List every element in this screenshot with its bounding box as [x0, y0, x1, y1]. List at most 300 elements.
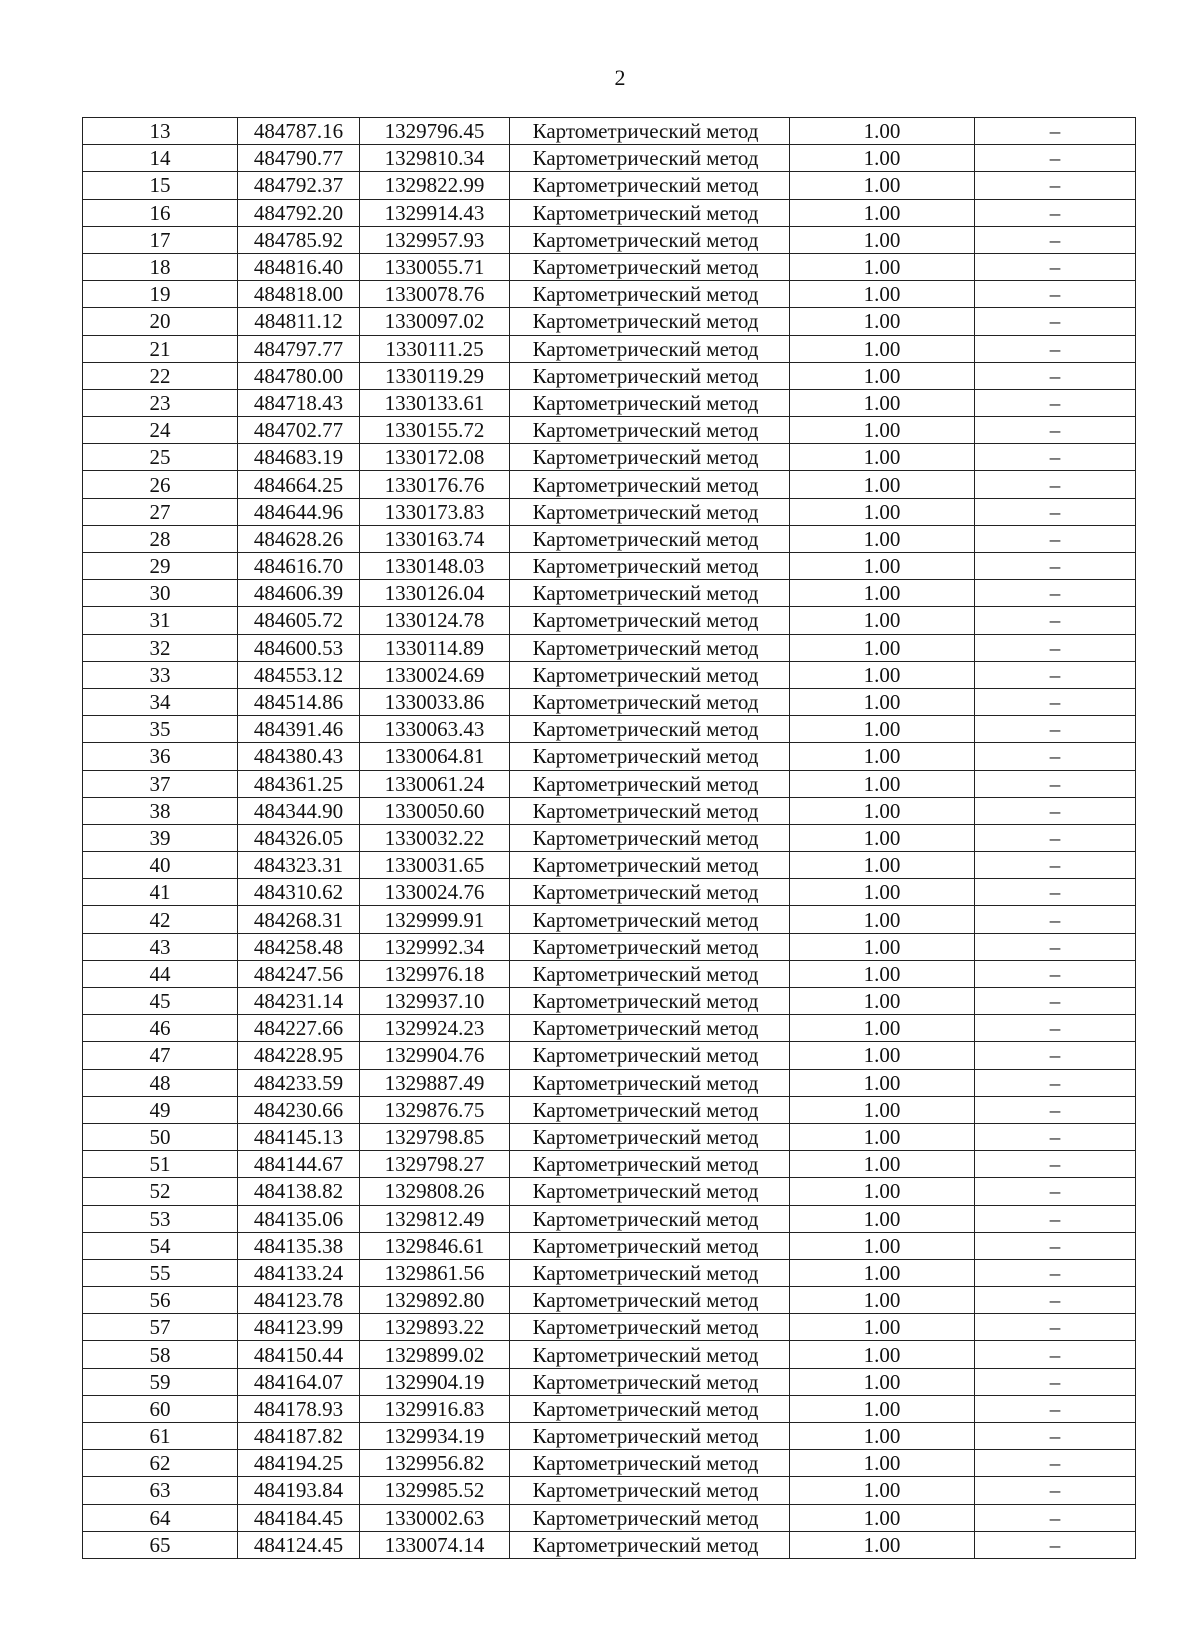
- method-cell: Картометрический метод: [510, 308, 790, 335]
- x-coordinate-cell: 484184.45: [238, 1504, 360, 1531]
- note-cell: –: [975, 1368, 1136, 1395]
- point-number-cell: 62: [83, 1450, 238, 1477]
- note-cell: –: [975, 308, 1136, 335]
- accuracy-cell: 1.00: [790, 226, 975, 253]
- note-cell: –: [975, 743, 1136, 770]
- table-row: [83, 988, 1136, 1015]
- x-coordinate-cell: 484718.43: [238, 389, 360, 416]
- y-coordinate-cell: 1330002.63: [360, 1504, 510, 1531]
- point-number-cell: 64: [83, 1504, 238, 1531]
- y-coordinate-cell: 1330024.76: [360, 879, 510, 906]
- note-cell: –: [975, 417, 1136, 444]
- accuracy-cell: 1.00: [790, 1314, 975, 1341]
- accuracy-cell: 1.00: [790, 1151, 975, 1178]
- table-row: [83, 1531, 1136, 1558]
- point-number-cell: 17: [83, 226, 238, 253]
- x-coordinate-cell: 484605.72: [238, 607, 360, 634]
- accuracy-cell: 1.00: [790, 1287, 975, 1314]
- point-number-cell: 35: [83, 716, 238, 743]
- accuracy-cell: 1.00: [790, 1042, 975, 1069]
- x-coordinate-cell: 484133.24: [238, 1259, 360, 1286]
- method-cell: Картометрический метод: [510, 362, 790, 389]
- y-coordinate-cell: 1329999.91: [360, 906, 510, 933]
- y-coordinate-cell: 1329992.34: [360, 933, 510, 960]
- point-number-cell: 60: [83, 1395, 238, 1422]
- method-cell: Картометрический метод: [510, 389, 790, 416]
- y-coordinate-cell: 1329924.23: [360, 1015, 510, 1042]
- x-coordinate-cell: 484780.00: [238, 362, 360, 389]
- point-number-cell: 55: [83, 1259, 238, 1286]
- method-cell: Картометрический метод: [510, 417, 790, 444]
- accuracy-cell: 1.00: [790, 553, 975, 580]
- x-coordinate-cell: 484326.05: [238, 824, 360, 851]
- accuracy-cell: 1.00: [790, 498, 975, 525]
- accuracy-cell: 1.00: [790, 471, 975, 498]
- note-cell: –: [975, 933, 1136, 960]
- point-number-cell: 21: [83, 335, 238, 362]
- note-cell: –: [975, 362, 1136, 389]
- point-number-cell: 13: [83, 118, 238, 145]
- method-cell: Картометрический метод: [510, 661, 790, 688]
- table-row: [83, 1069, 1136, 1096]
- accuracy-cell: 1.00: [790, 580, 975, 607]
- table-row: [83, 389, 1136, 416]
- table-row: [83, 1205, 1136, 1232]
- y-coordinate-cell: 1329812.49: [360, 1205, 510, 1232]
- point-number-cell: 56: [83, 1287, 238, 1314]
- table-row: [83, 1178, 1136, 1205]
- method-cell: Картометрический метод: [510, 933, 790, 960]
- method-cell: Картометрический метод: [510, 879, 790, 906]
- accuracy-cell: 1.00: [790, 1504, 975, 1531]
- point-number-cell: 29: [83, 553, 238, 580]
- note-cell: –: [975, 498, 1136, 525]
- point-number-cell: 23: [83, 389, 238, 416]
- note-cell: –: [975, 988, 1136, 1015]
- point-number-cell: 40: [83, 852, 238, 879]
- accuracy-cell: 1.00: [790, 1341, 975, 1368]
- y-coordinate-cell: 1329914.43: [360, 199, 510, 226]
- x-coordinate-cell: 484145.13: [238, 1123, 360, 1150]
- x-coordinate-cell: 484790.77: [238, 145, 360, 172]
- x-coordinate-cell: 484138.82: [238, 1178, 360, 1205]
- method-cell: Картометрический метод: [510, 743, 790, 770]
- table-row: [83, 1287, 1136, 1314]
- x-coordinate-cell: 484124.45: [238, 1531, 360, 1558]
- note-cell: –: [975, 770, 1136, 797]
- note-cell: –: [975, 1259, 1136, 1286]
- accuracy-cell: 1.00: [790, 743, 975, 770]
- x-coordinate-cell: 484231.14: [238, 988, 360, 1015]
- table-row: [83, 688, 1136, 715]
- method-cell: Картометрический метод: [510, 281, 790, 308]
- method-cell: Картометрический метод: [510, 580, 790, 607]
- note-cell: –: [975, 879, 1136, 906]
- method-cell: Картометрический метод: [510, 960, 790, 987]
- note-cell: –: [975, 1504, 1136, 1531]
- note-cell: –: [975, 1205, 1136, 1232]
- y-coordinate-cell: 1329798.27: [360, 1151, 510, 1178]
- x-coordinate-cell: 484606.39: [238, 580, 360, 607]
- y-coordinate-cell: 1329808.26: [360, 1178, 510, 1205]
- table-row: [83, 1096, 1136, 1123]
- x-coordinate-cell: 484268.31: [238, 906, 360, 933]
- table-row: [83, 335, 1136, 362]
- point-number-cell: 50: [83, 1123, 238, 1150]
- table-row: [83, 145, 1136, 172]
- point-number-cell: 18: [83, 253, 238, 280]
- method-cell: Картометрический метод: [510, 770, 790, 797]
- point-number-cell: 39: [83, 824, 238, 851]
- x-coordinate-cell: 484792.20: [238, 199, 360, 226]
- accuracy-cell: 1.00: [790, 1015, 975, 1042]
- x-coordinate-cell: 484193.84: [238, 1477, 360, 1504]
- method-cell: Картометрический метод: [510, 1151, 790, 1178]
- x-coordinate-cell: 484816.40: [238, 253, 360, 280]
- x-coordinate-cell: 484233.59: [238, 1069, 360, 1096]
- note-cell: –: [975, 1287, 1136, 1314]
- note-cell: –: [975, 553, 1136, 580]
- accuracy-cell: 1.00: [790, 879, 975, 906]
- method-cell: Картометрический метод: [510, 1205, 790, 1232]
- note-cell: –: [975, 824, 1136, 851]
- note-cell: –: [975, 1423, 1136, 1450]
- table-row: [83, 226, 1136, 253]
- note-cell: –: [975, 471, 1136, 498]
- x-coordinate-cell: 484628.26: [238, 525, 360, 552]
- table-row: [83, 607, 1136, 634]
- method-cell: Картометрический метод: [510, 226, 790, 253]
- note-cell: –: [975, 281, 1136, 308]
- accuracy-cell: 1.00: [790, 960, 975, 987]
- x-coordinate-cell: 484361.25: [238, 770, 360, 797]
- y-coordinate-cell: 1330133.61: [360, 389, 510, 416]
- y-coordinate-cell: 1330031.65: [360, 852, 510, 879]
- point-number-cell: 48: [83, 1069, 238, 1096]
- point-number-cell: 30: [83, 580, 238, 607]
- note-cell: –: [975, 852, 1136, 879]
- y-coordinate-cell: 1330097.02: [360, 308, 510, 335]
- y-coordinate-cell: 1330124.78: [360, 607, 510, 634]
- x-coordinate-cell: 484135.38: [238, 1232, 360, 1259]
- table-row: [83, 417, 1136, 444]
- note-cell: –: [975, 1450, 1136, 1477]
- y-coordinate-cell: 1329899.02: [360, 1341, 510, 1368]
- accuracy-cell: 1.00: [790, 172, 975, 199]
- table-row: [83, 1015, 1136, 1042]
- page-number: 2: [614, 65, 626, 90]
- point-number-cell: 26: [83, 471, 238, 498]
- x-coordinate-cell: 484600.53: [238, 634, 360, 661]
- method-cell: Картометрический метод: [510, 1042, 790, 1069]
- note-cell: –: [975, 525, 1136, 552]
- note-cell: –: [975, 580, 1136, 607]
- note-cell: –: [975, 634, 1136, 661]
- y-coordinate-cell: 1329985.52: [360, 1477, 510, 1504]
- y-coordinate-cell: 1329893.22: [360, 1314, 510, 1341]
- y-coordinate-cell: 1330063.43: [360, 716, 510, 743]
- accuracy-cell: 1.00: [790, 145, 975, 172]
- point-number-cell: 34: [83, 688, 238, 715]
- x-coordinate-cell: 484683.19: [238, 444, 360, 471]
- method-cell: Картометрический метод: [510, 1531, 790, 1558]
- table-row: [83, 118, 1136, 145]
- note-cell: –: [975, 716, 1136, 743]
- method-cell: Картометрический метод: [510, 634, 790, 661]
- point-number-cell: 38: [83, 797, 238, 824]
- y-coordinate-cell: 1330114.89: [360, 634, 510, 661]
- x-coordinate-cell: 484787.16: [238, 118, 360, 145]
- accuracy-cell: 1.00: [790, 1205, 975, 1232]
- method-cell: Картометрический метод: [510, 797, 790, 824]
- x-coordinate-cell: 484514.86: [238, 688, 360, 715]
- y-coordinate-cell: 1330172.08: [360, 444, 510, 471]
- x-coordinate-cell: 484258.48: [238, 933, 360, 960]
- accuracy-cell: 1.00: [790, 852, 975, 879]
- accuracy-cell: 1.00: [790, 634, 975, 661]
- point-number-cell: 54: [83, 1232, 238, 1259]
- x-coordinate-cell: 484818.00: [238, 281, 360, 308]
- accuracy-cell: 1.00: [790, 688, 975, 715]
- table-row: [83, 1259, 1136, 1286]
- point-number-cell: 52: [83, 1178, 238, 1205]
- y-coordinate-cell: 1329956.82: [360, 1450, 510, 1477]
- table-row: [83, 797, 1136, 824]
- note-cell: –: [975, 906, 1136, 933]
- point-number-cell: 14: [83, 145, 238, 172]
- accuracy-cell: 1.00: [790, 1178, 975, 1205]
- table-row: [83, 444, 1136, 471]
- x-coordinate-cell: 484616.70: [238, 553, 360, 580]
- table-row: [83, 172, 1136, 199]
- accuracy-cell: 1.00: [790, 525, 975, 552]
- point-number-cell: 53: [83, 1205, 238, 1232]
- accuracy-cell: 1.00: [790, 1232, 975, 1259]
- method-cell: Картометрический метод: [510, 471, 790, 498]
- point-number-cell: 43: [83, 933, 238, 960]
- note-cell: –: [975, 1096, 1136, 1123]
- accuracy-cell: 1.00: [790, 1096, 975, 1123]
- table-row: [83, 824, 1136, 851]
- method-cell: Картометрический метод: [510, 988, 790, 1015]
- x-coordinate-cell: 484187.82: [238, 1423, 360, 1450]
- table-row: [83, 634, 1136, 661]
- accuracy-cell: 1.00: [790, 118, 975, 145]
- x-coordinate-cell: 484644.96: [238, 498, 360, 525]
- method-cell: Картометрический метод: [510, 172, 790, 199]
- x-coordinate-cell: 484227.66: [238, 1015, 360, 1042]
- method-cell: Картометрический метод: [510, 1259, 790, 1286]
- x-coordinate-cell: 484785.92: [238, 226, 360, 253]
- accuracy-cell: 1.00: [790, 281, 975, 308]
- table-row: [83, 716, 1136, 743]
- point-number-cell: 51: [83, 1151, 238, 1178]
- table-row: [83, 1395, 1136, 1422]
- y-coordinate-cell: 1330024.69: [360, 661, 510, 688]
- point-number-cell: 31: [83, 607, 238, 634]
- table-row: [83, 933, 1136, 960]
- accuracy-cell: 1.00: [790, 824, 975, 851]
- method-cell: Картометрический метод: [510, 1178, 790, 1205]
- table-row: [83, 553, 1136, 580]
- x-coordinate-cell: 484178.93: [238, 1395, 360, 1422]
- point-number-cell: 27: [83, 498, 238, 525]
- method-cell: Картометрический метод: [510, 118, 790, 145]
- accuracy-cell: 1.00: [790, 362, 975, 389]
- x-coordinate-cell: 484310.62: [238, 879, 360, 906]
- method-cell: Картометрический метод: [510, 1477, 790, 1504]
- point-number-cell: 45: [83, 988, 238, 1015]
- y-coordinate-cell: 1329822.99: [360, 172, 510, 199]
- accuracy-cell: 1.00: [790, 1423, 975, 1450]
- note-cell: –: [975, 960, 1136, 987]
- table-row: [83, 253, 1136, 280]
- method-cell: Картометрический метод: [510, 525, 790, 552]
- method-cell: Картометрический метод: [510, 607, 790, 634]
- y-coordinate-cell: 1329798.85: [360, 1123, 510, 1150]
- y-coordinate-cell: 1330074.14: [360, 1531, 510, 1558]
- note-cell: –: [975, 1123, 1136, 1150]
- table-row: [83, 308, 1136, 335]
- x-coordinate-cell: 484797.77: [238, 335, 360, 362]
- y-coordinate-cell: 1330055.71: [360, 253, 510, 280]
- note-cell: –: [975, 335, 1136, 362]
- accuracy-cell: 1.00: [790, 661, 975, 688]
- point-number-cell: 61: [83, 1423, 238, 1450]
- point-number-cell: 49: [83, 1096, 238, 1123]
- table-row: [83, 1042, 1136, 1069]
- x-coordinate-cell: 484553.12: [238, 661, 360, 688]
- note-cell: –: [975, 1314, 1136, 1341]
- table-row: [83, 1232, 1136, 1259]
- y-coordinate-cell: 1330033.86: [360, 688, 510, 715]
- table-row: [83, 1368, 1136, 1395]
- method-cell: Картометрический метод: [510, 1504, 790, 1531]
- point-number-cell: 22: [83, 362, 238, 389]
- x-coordinate-cell: 484702.77: [238, 417, 360, 444]
- note-cell: –: [975, 1042, 1136, 1069]
- point-number-cell: 44: [83, 960, 238, 987]
- y-coordinate-cell: 1329846.61: [360, 1232, 510, 1259]
- method-cell: Картометрический метод: [510, 824, 790, 851]
- accuracy-cell: 1.00: [790, 335, 975, 362]
- accuracy-cell: 1.00: [790, 1477, 975, 1504]
- x-coordinate-cell: 484230.66: [238, 1096, 360, 1123]
- method-cell: Картометрический метод: [510, 199, 790, 226]
- note-cell: –: [975, 1178, 1136, 1205]
- accuracy-cell: 1.00: [790, 607, 975, 634]
- note-cell: –: [975, 1341, 1136, 1368]
- x-coordinate-cell: 484228.95: [238, 1042, 360, 1069]
- note-cell: –: [975, 389, 1136, 416]
- point-number-cell: 47: [83, 1042, 238, 1069]
- y-coordinate-cell: 1329957.93: [360, 226, 510, 253]
- method-cell: Картометрический метод: [510, 1368, 790, 1395]
- y-coordinate-cell: 1329937.10: [360, 988, 510, 1015]
- coordinates-table-body: [83, 118, 1136, 1559]
- note-cell: –: [975, 1015, 1136, 1042]
- note-cell: –: [975, 172, 1136, 199]
- x-coordinate-cell: 484164.07: [238, 1368, 360, 1395]
- accuracy-cell: 1.00: [790, 1531, 975, 1558]
- table-row: [83, 743, 1136, 770]
- accuracy-cell: 1.00: [790, 308, 975, 335]
- point-number-cell: 32: [83, 634, 238, 661]
- accuracy-cell: 1.00: [790, 906, 975, 933]
- x-coordinate-cell: 484380.43: [238, 743, 360, 770]
- accuracy-cell: 1.00: [790, 933, 975, 960]
- method-cell: Картометрический метод: [510, 906, 790, 933]
- y-coordinate-cell: 1330126.04: [360, 580, 510, 607]
- accuracy-cell: 1.00: [790, 389, 975, 416]
- method-cell: Картометрический метод: [510, 553, 790, 580]
- note-cell: –: [975, 797, 1136, 824]
- point-number-cell: 16: [83, 199, 238, 226]
- table-row: [83, 906, 1136, 933]
- method-cell: Картометрический метод: [510, 1423, 790, 1450]
- y-coordinate-cell: 1329976.18: [360, 960, 510, 987]
- y-coordinate-cell: 1329904.76: [360, 1042, 510, 1069]
- y-coordinate-cell: 1330064.81: [360, 743, 510, 770]
- point-number-cell: 20: [83, 308, 238, 335]
- method-cell: Картометрический метод: [510, 498, 790, 525]
- accuracy-cell: 1.00: [790, 1450, 975, 1477]
- point-number-cell: 46: [83, 1015, 238, 1042]
- accuracy-cell: 1.00: [790, 253, 975, 280]
- table-row: [83, 1477, 1136, 1504]
- y-coordinate-cell: 1330176.76: [360, 471, 510, 498]
- y-coordinate-cell: 1329810.34: [360, 145, 510, 172]
- accuracy-cell: 1.00: [790, 797, 975, 824]
- accuracy-cell: 1.00: [790, 1069, 975, 1096]
- method-cell: Картометрический метод: [510, 1341, 790, 1368]
- accuracy-cell: 1.00: [790, 417, 975, 444]
- table-row: [83, 498, 1136, 525]
- x-coordinate-cell: 484144.67: [238, 1151, 360, 1178]
- table-row: [83, 1450, 1136, 1477]
- note-cell: –: [975, 1151, 1136, 1178]
- y-coordinate-cell: 1330061.24: [360, 770, 510, 797]
- table-row: [83, 1151, 1136, 1178]
- table-row: [83, 852, 1136, 879]
- y-coordinate-cell: 1329861.56: [360, 1259, 510, 1286]
- method-cell: Картометрический метод: [510, 1232, 790, 1259]
- table-row: [83, 1314, 1136, 1341]
- accuracy-cell: 1.00: [790, 1395, 975, 1422]
- y-coordinate-cell: 1329876.75: [360, 1096, 510, 1123]
- method-cell: Картометрический метод: [510, 1450, 790, 1477]
- method-cell: Картометрический метод: [510, 335, 790, 362]
- point-number-cell: 41: [83, 879, 238, 906]
- method-cell: Картометрический метод: [510, 1287, 790, 1314]
- x-coordinate-cell: 484664.25: [238, 471, 360, 498]
- table-row: [83, 580, 1136, 607]
- y-coordinate-cell: 1329887.49: [360, 1069, 510, 1096]
- method-cell: Картометрический метод: [510, 1123, 790, 1150]
- point-number-cell: 65: [83, 1531, 238, 1558]
- table-row: [83, 281, 1136, 308]
- method-cell: Картометрический метод: [510, 688, 790, 715]
- note-cell: –: [975, 1069, 1136, 1096]
- x-coordinate-cell: 484323.31: [238, 852, 360, 879]
- accuracy-cell: 1.00: [790, 770, 975, 797]
- y-coordinate-cell: 1330173.83: [360, 498, 510, 525]
- point-number-cell: 28: [83, 525, 238, 552]
- accuracy-cell: 1.00: [790, 1368, 975, 1395]
- note-cell: –: [975, 199, 1136, 226]
- x-coordinate-cell: 484123.78: [238, 1287, 360, 1314]
- point-number-cell: 42: [83, 906, 238, 933]
